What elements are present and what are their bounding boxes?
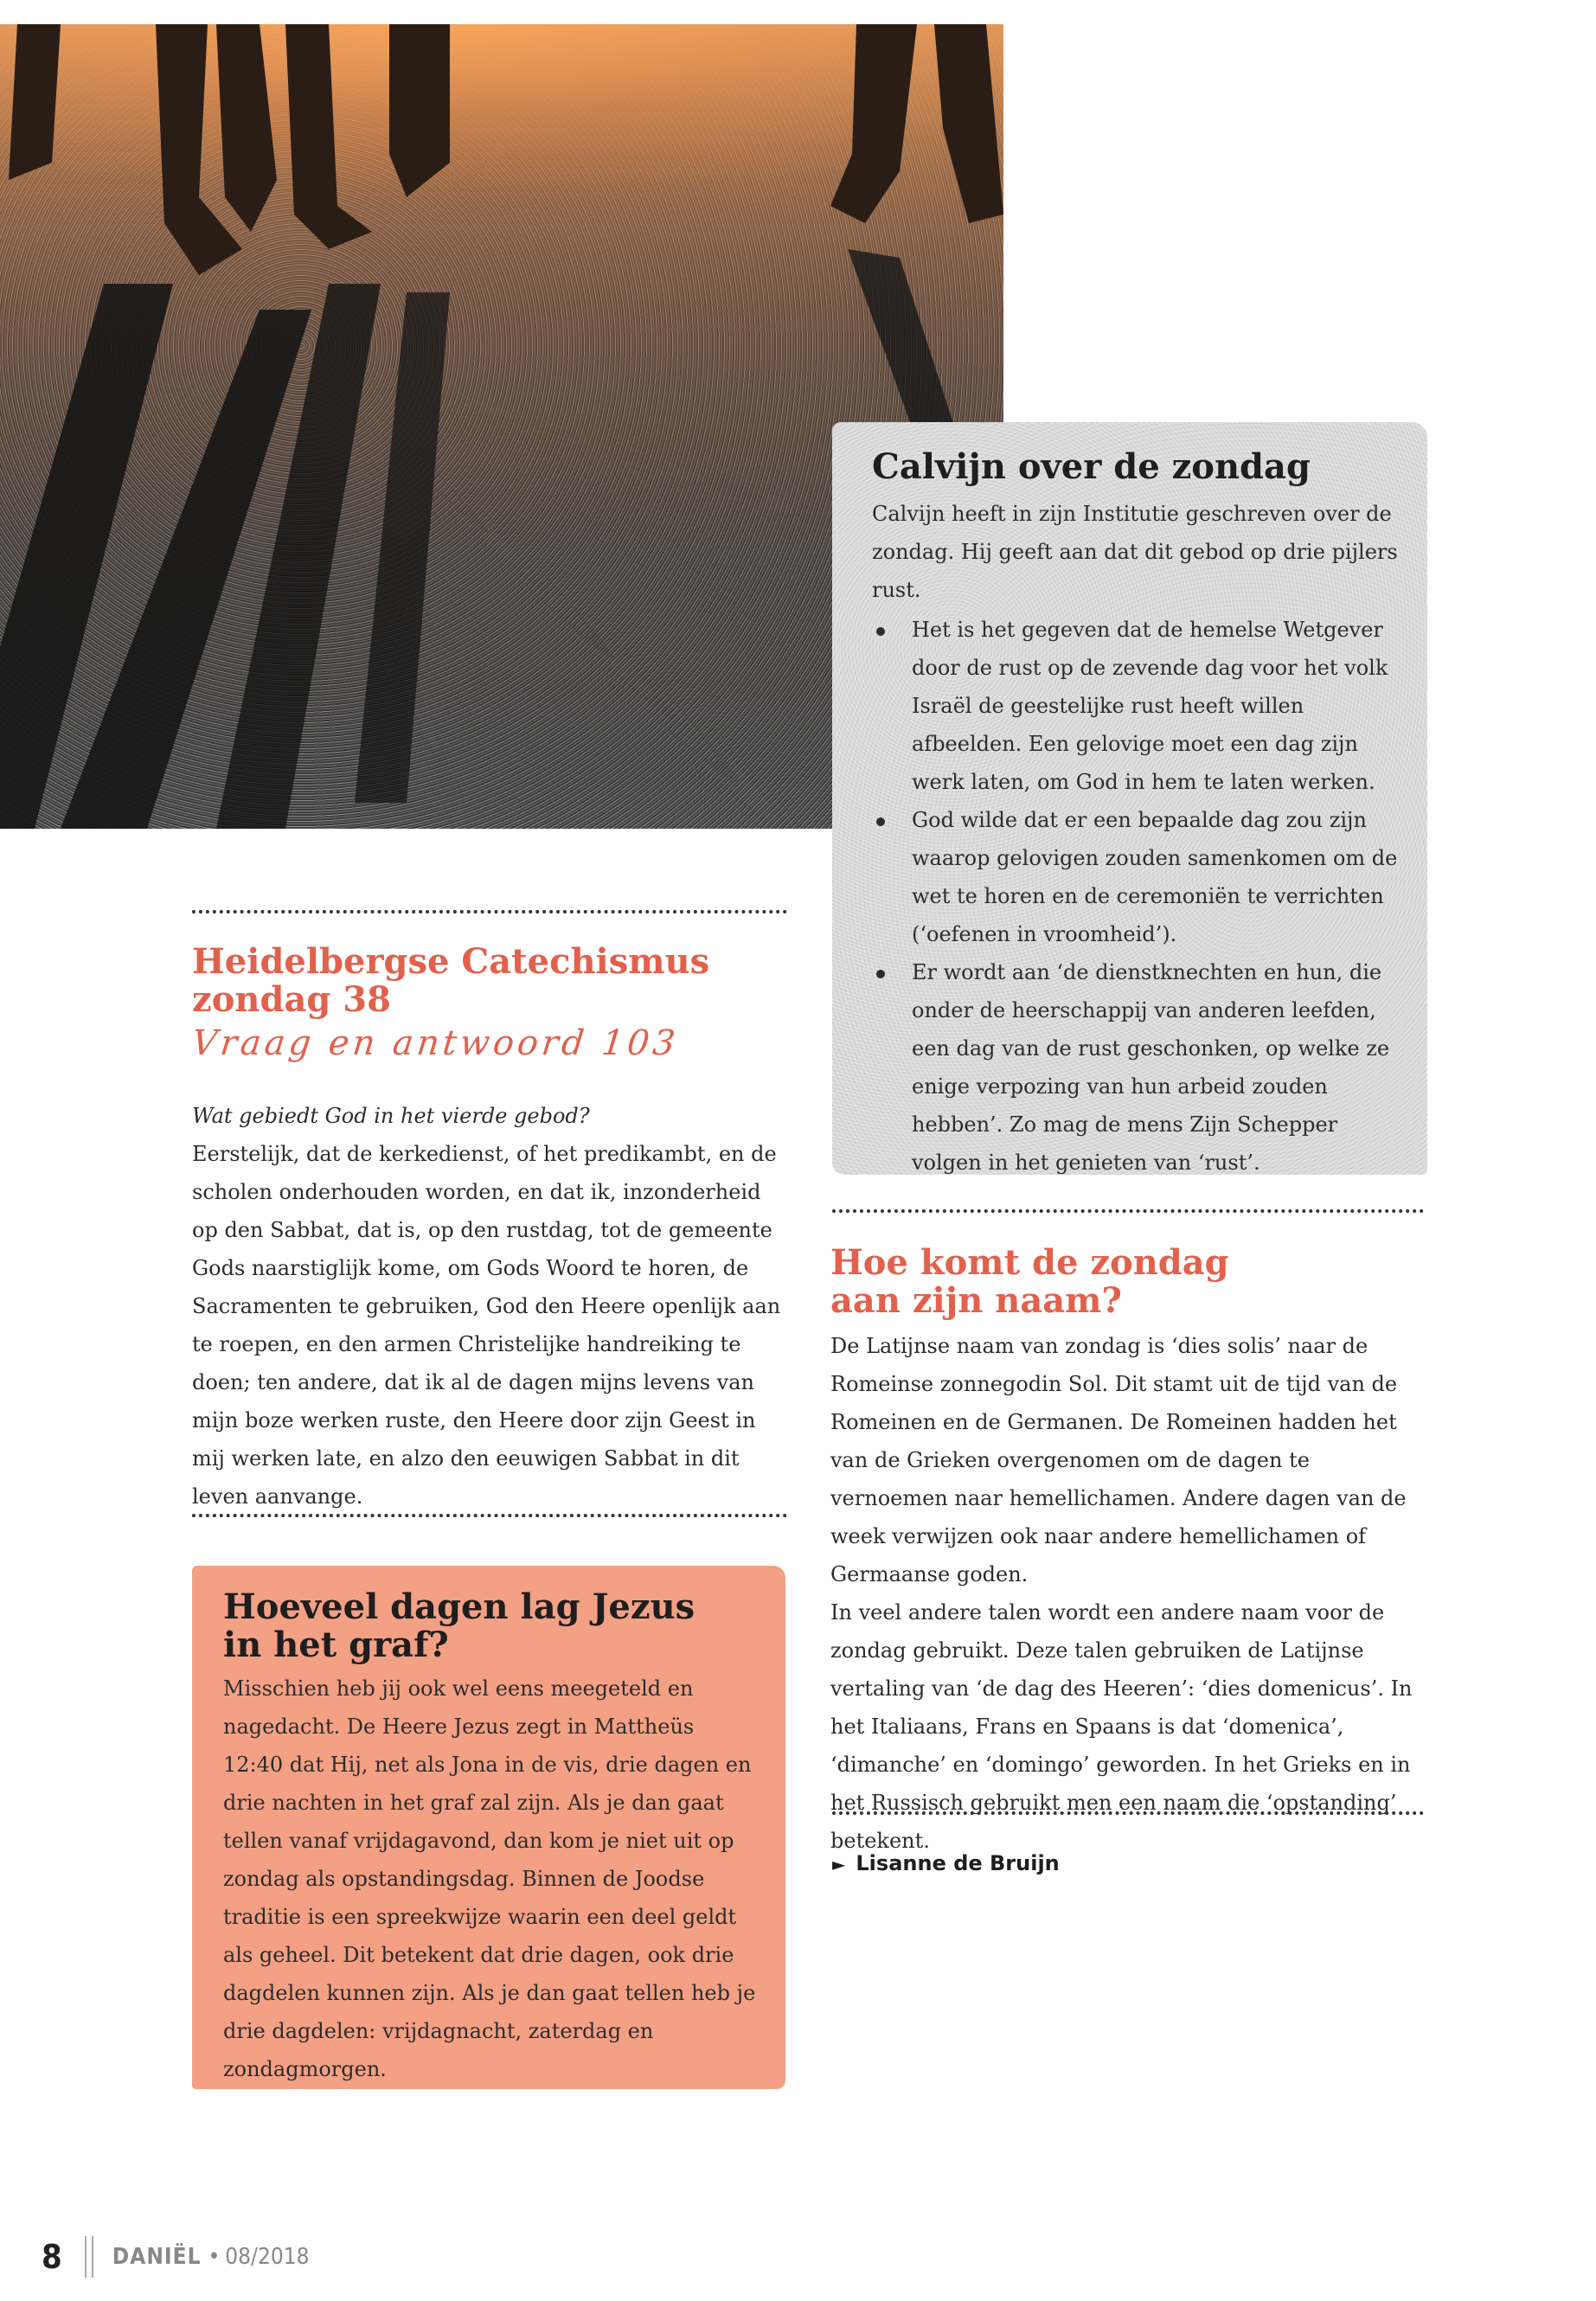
- catechismus-title: [192, 943, 789, 1019]
- catechismus-title-line1: Heidelbergse Catechismus: [192, 941, 710, 982]
- dotted-divider: [832, 1811, 1424, 1815]
- calvijn-title: Calvijn over de zondag: [872, 446, 1311, 487]
- author-name: Lisanne de Bruijn: [856, 1851, 1060, 1875]
- dotted-divider: [192, 910, 787, 913]
- jezus-section: [223, 1588, 760, 2088]
- magazine-name: DANIËL: [112, 2244, 202, 2270]
- catechismus-subtitle: Vraag en antwoord 103: [189, 1023, 681, 1063]
- list-item: Het is het gegeven dat de hemelse Wetgever door de rust op de zevende dag voor het volk Israël de geestelijke rust heeft willen afbeelden. Een gelovige moet een dag zijn werk laten, om God in hem te laten werken.: [872, 611, 1400, 801]
- catechismus-title-line2: zondag 38: [192, 979, 391, 1020]
- jezus-title-line1: Hoeveel dagen lag Jezus: [223, 1586, 695, 1627]
- footer-divider: [85, 2236, 93, 2278]
- naam-title-line1: Hoe komt de zondag: [830, 1242, 1229, 1283]
- page-footer: [42, 2236, 309, 2278]
- jezus-text: Misschien heb jij ook wel eens meegeteld en nagedacht. De Heere Jezus zegt in Mattheüs 12:40 dat Hij, net als Jona in de vis, drie dagen en drie nachten in het graf zal zijn. Als je dan gaat tellen vanaf vrijdagavond, dan kom je niet uit op zondag als opstandingsdag. Binnen de Joodse traditie is een spreekwijze waarin een deel geldt als geheel. Dit betekent dat drie dagen, ook drie dagdelen kunnen zijn. Als je dan gaat tellen heb je drie dagdelen: vrijdagnacht, zaterdag en zondagmorgen.: [223, 1676, 756, 2081]
- catechismus-answer: Eerstelijk, dat de kerkedienst, of het predikambt, en de scholen onderhouden worden, en dat ik, inzonderheid op den Sabbat, dat is, op den rustdag, tot de gemeente Gods naarstiglijk kome, om Gods Woord te horen, de Sacramenten te gebruiken, God den Heere openlijk aan te roepen, en den armen Christelijke handreiking te doen; ten andere, dat ik al de dagen mijns levens van mijn boze werken ruste, den Heere door zijn Geest in mij werken late, en alzo den eeuwigen Sabbat in dit leven aanvange.: [192, 1142, 781, 1509]
- calvijn-bullet-list: [872, 611, 1400, 1182]
- naam-title: [830, 1244, 1427, 1320]
- footer-separator: •: [208, 2244, 221, 2270]
- calvijn-intro: Calvijn heeft in zijn Institutie geschreven over de zondag. Hij geeft aan dat dit gebod op drie pijlers rust.: [872, 502, 1398, 602]
- triangle-right-icon: ►: [832, 1854, 846, 1875]
- naam-paragraph-2: In veel andere talen wordt een andere naam voor de zondag gebruikt. Deze talen gebruiken de Latijnse vertaling van ‘de dag des Heeren’: ‘dies domenicus’. In het Italiaans, Frans en Spaans is dat ‘domenica’, ‘dimanche’ en ‘domingo’ geworden. In het Grieks en in het Russisch gebruikt men een naam die ‘opstanding’ betekent.: [830, 1600, 1413, 1853]
- list-item: God wilde dat er een bepaalde dag zou zijn waarop gelovigen zouden samenkomen om de wet te horen en de ceremoniën te verrichten (‘oefenen in vroomheid’).: [872, 801, 1400, 953]
- dotted-divider: [832, 1209, 1424, 1213]
- catechismus-question: Wat gebiedt God in het vierde gebod?: [192, 1104, 590, 1128]
- naam-title-line2: aan zijn naam?: [830, 1280, 1122, 1321]
- naam-paragraph-1: De Latijnse naam van zondag is ‘dies solis’ naar de Romeinse zonnegodin Sol. Dit stamt uit de tijd van de Romeinen en de Germanen. De Romeinen hadden het van de Grieken overgenomen om de dagen te vernoemen naar hemellichamen. Andere dagen van de week verwijzen ook naar andere hemellichamen of Germaanse goden.: [830, 1334, 1407, 1586]
- jezus-title: [223, 1588, 760, 1664]
- calvijn-section: [872, 448, 1400, 1182]
- page-number: 8: [42, 2238, 62, 2276]
- naam-section: [830, 1244, 1427, 1860]
- issue-number: 08/2018: [225, 2244, 310, 2270]
- jezus-title-line2: in het graf?: [223, 1625, 449, 1665]
- catechismus-section: [189, 941, 789, 1516]
- author-byline: [832, 1851, 1060, 1875]
- dotted-divider: [192, 1514, 787, 1517]
- list-item: Er wordt aan ‘de dienstknechten en hun, die onder de heerschappij van anderen leefden, een dag van de rust geschonken, op welke ze enige verpozing van hun arbeid zouden hebben’. Zo mag de mens Zijn Schepper volgen in het genieten van ‘rust’.: [872, 953, 1400, 1182]
